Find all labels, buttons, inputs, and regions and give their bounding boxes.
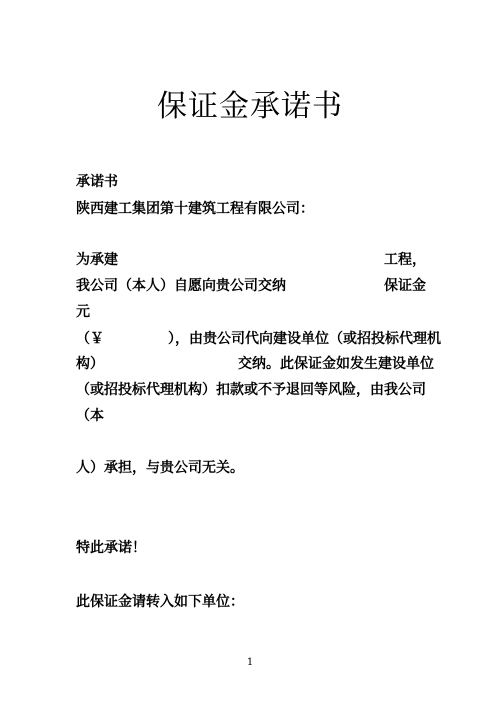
para-line-2-right: 保证金 bbox=[384, 278, 426, 294]
closing-line: 特此承诺！ bbox=[76, 540, 146, 556]
para-line-4-right: ），由贵公司代向建设单位（或招投标代理机 bbox=[168, 331, 441, 347]
para-line-5-left: 构） bbox=[76, 356, 104, 372]
para-line-5-right: 交纳。此保证金如发生建设单位 bbox=[238, 356, 434, 372]
heading: 承诺书 bbox=[76, 174, 118, 190]
para-line-2-left: 我公司（本人）自愿向贵公司交纳 bbox=[76, 278, 286, 294]
para-line-8: 人）承担，与贵公司无关。 bbox=[76, 460, 244, 476]
document-title: 保证金承诺书 bbox=[157, 89, 343, 124]
transfer-line: 此保证金请转入如下单位： bbox=[76, 594, 244, 610]
para-line-6: （或招投标代理机构）扣款或不予退回等风险，由我公司 bbox=[76, 382, 426, 398]
para-line-1-left: 为承建 bbox=[76, 252, 118, 268]
recipient-line: 陕西建工集团第十建筑工程有限公司： bbox=[76, 201, 314, 217]
para-line-3: 元 bbox=[76, 304, 90, 320]
page-number: 1 bbox=[246, 657, 254, 668]
para-line-1-right: 工程， bbox=[384, 252, 426, 268]
para-line-4-left: （￥ bbox=[76, 331, 104, 347]
para-line-7: （本 bbox=[76, 408, 104, 424]
